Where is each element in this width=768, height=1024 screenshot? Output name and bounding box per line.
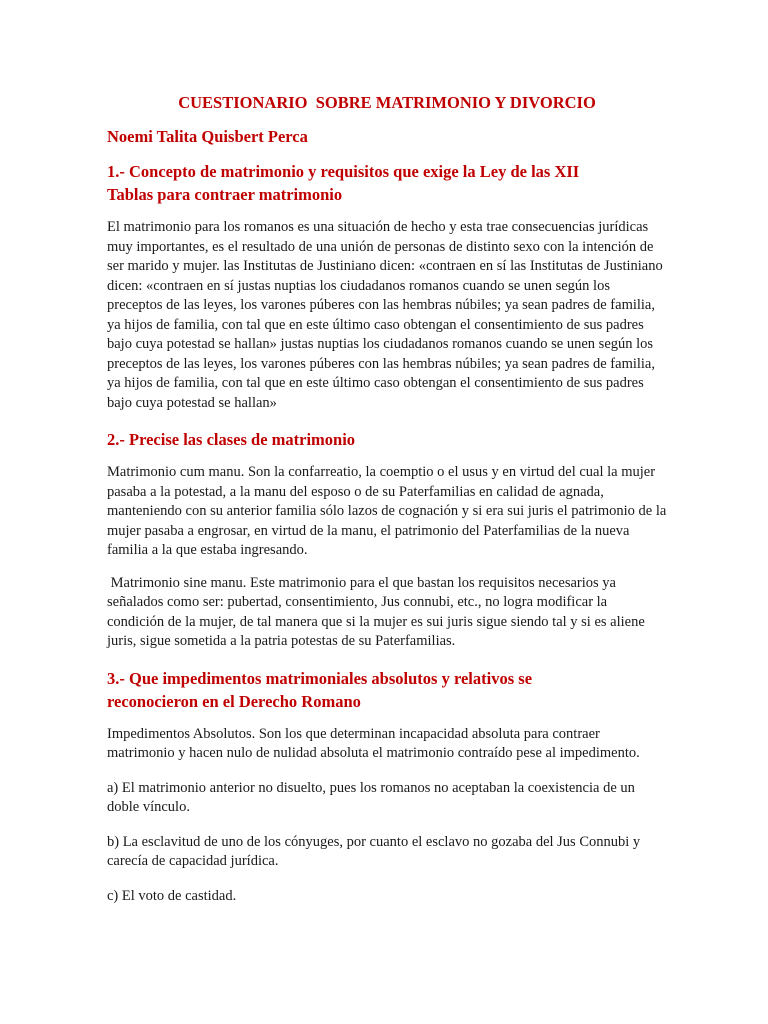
document-author: Noemi Talita Quisbert Perca <box>107 127 308 146</box>
section-3-item-a: a) El matrimonio anterior no disuelto, pues los romanos no aceptaban la coexistencia de un doble vínculo. <box>107 779 635 815</box>
section-3-item-b: b) La esclavitud de uno de los cónyuges, por cuanto el esclavo no gozaba del Jus Connubi y carecía de capacidad jurídica. <box>107 833 641 869</box>
section-2-paragraph-2: Matrimonio sine manu. Este matrimonio para el que bastan los requisitos necesarios ya señalados como ser: pubertad, consentimiento, Jus connubi, etc., no logra modificar la condición de la mujer, de tal manera que si la mujer es sui juris sigue siendo tal y si es aliene juris, sigue sometida a la patria potestas de su Paterfamilias. <box>107 574 649 649</box>
section-1-heading: 1.- Concepto de matrimonio y requisitos que exige la Ley de las XII Tablas para contraer matrimonio <box>107 162 580 204</box>
section-3-heading: 3.- Que impedimentos matrimoniales absolutos y relativos se reconocieron en el Derecho Romano <box>107 668 533 711</box>
section-2-heading: 2.- Precise las clases de matrimonio <box>107 430 356 449</box>
document-title: CUESTIONARIO SOBRE MATRIMONIO Y DIVORCIO <box>178 93 596 112</box>
section-1-paragraph: El matrimonio para los romanos es una situación de hecho y esta trae consecuencias jurídicas muy importantes, es el resultado de una unión de personas de distinto sexo con la intención de ser marido y mujer. las Institutas de Justiniano dicen: «contraen en sí las Institutas de Justiniano dicen: «contraen en sí justas nuptias los ciudadanos romanos cuando se unen según los preceptos de las leyes, los varones púberes con las hembras núbiles; ya sean padres de familia, ya hijos de familia, con tal que en este último caso obtengan el consentimiento de sus padres bajo cuya potestad se hallan» justas nuptias los ciudadanos romanos cuando se unen según los preceptos de las leyes, los varones púberes con las hembras núbiles; ya sean padres de familia, ya hijos de familia, con tal que en este último caso obtengan el consentimiento de sus padres bajo cuya potestad se hallan» <box>107 219 663 411</box>
document-page <box>107 92 667 921</box>
section-2-paragraph-1: Matrimonio cum manu. Son la confarreatio, la coemptio o el usus y en virtud del cual la mujer pasaba a la potestad, a la manu del esposo o de su Paterfamilias en calidad de agnada, manteniendo con su anterior familia sólo lazos de cognación y si era sui juris el patrimonio de la mujer pasaba a engrosar, en virtud de la manu, el patrimonio del Paterfamilias de la nueva familia a la que estaba ingresando. <box>107 464 667 558</box>
section-3-paragraph-1: Impedimentos Absolutos. Son los que determinan incapacidad absoluta para contraer matrimonio y hacen nulo de nulidad absoluta el matrimonio contraído pese al impedimento. <box>107 725 640 761</box>
section-3-item-c: c) El voto de castidad. <box>107 887 237 904</box>
